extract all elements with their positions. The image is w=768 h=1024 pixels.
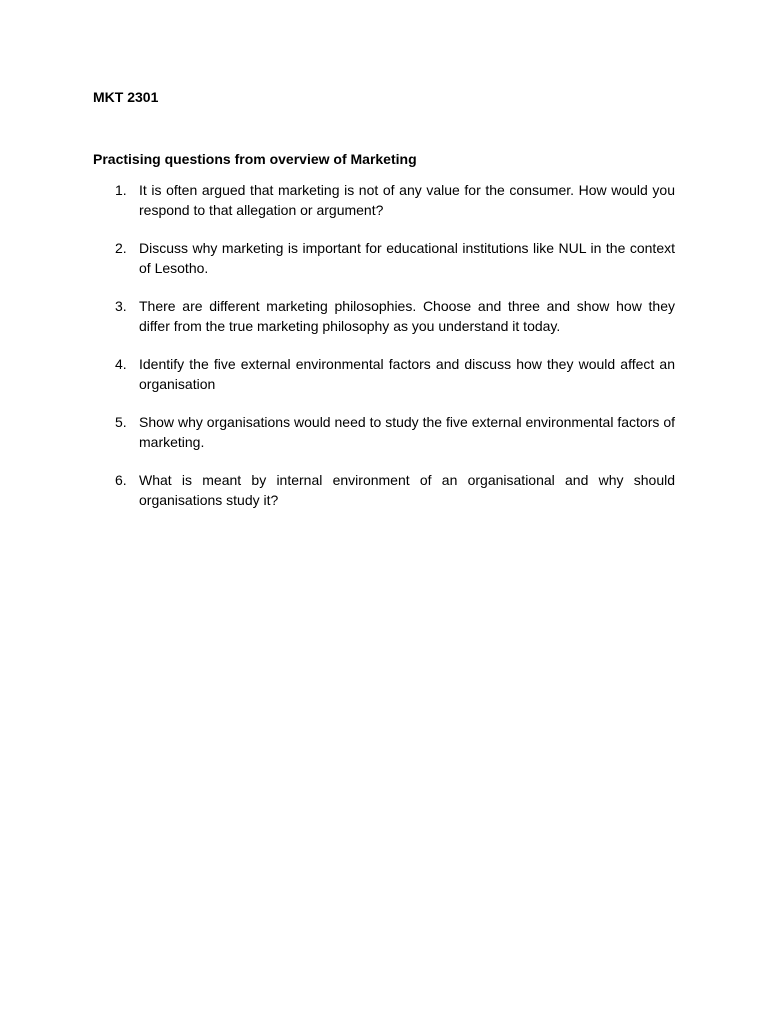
question-number: 5. <box>115 414 127 430</box>
question-text: What is meant by internal environment of an organisational and why should organisations study it? <box>139 472 675 508</box>
question-text: It is often argued that marketing is not of any value for the consumer. How would you respond to that allegation or argument? <box>139 182 675 218</box>
question-number: 6. <box>115 472 127 488</box>
section-title: Practising questions from overview of Marketing <box>93 151 417 167</box>
question-item <box>93 355 675 394</box>
question-item <box>93 239 675 278</box>
question-number: 4. <box>115 356 127 372</box>
question-item <box>93 413 675 452</box>
question-number: 1. <box>115 182 127 198</box>
question-text: Show why organisations would need to study the five external environmental factors of marketing. <box>139 414 675 450</box>
question-number: 3. <box>115 298 127 314</box>
question-text: There are different marketing philosophies. Choose and three and show how they differ from the true marketing philosophy as you understand it today. <box>139 298 675 334</box>
question-list <box>93 181 675 529</box>
question-item <box>93 471 675 510</box>
question-text: Identify the five external environmental factors and discuss how they would affect an organisation <box>139 356 675 392</box>
question-text: Discuss why marketing is important for educational institutions like NUL in the context of Lesotho. <box>139 240 675 276</box>
question-item <box>93 297 675 336</box>
course-code: MKT 2301 <box>93 89 159 105</box>
question-number: 2. <box>115 240 127 256</box>
question-item <box>93 181 675 220</box>
